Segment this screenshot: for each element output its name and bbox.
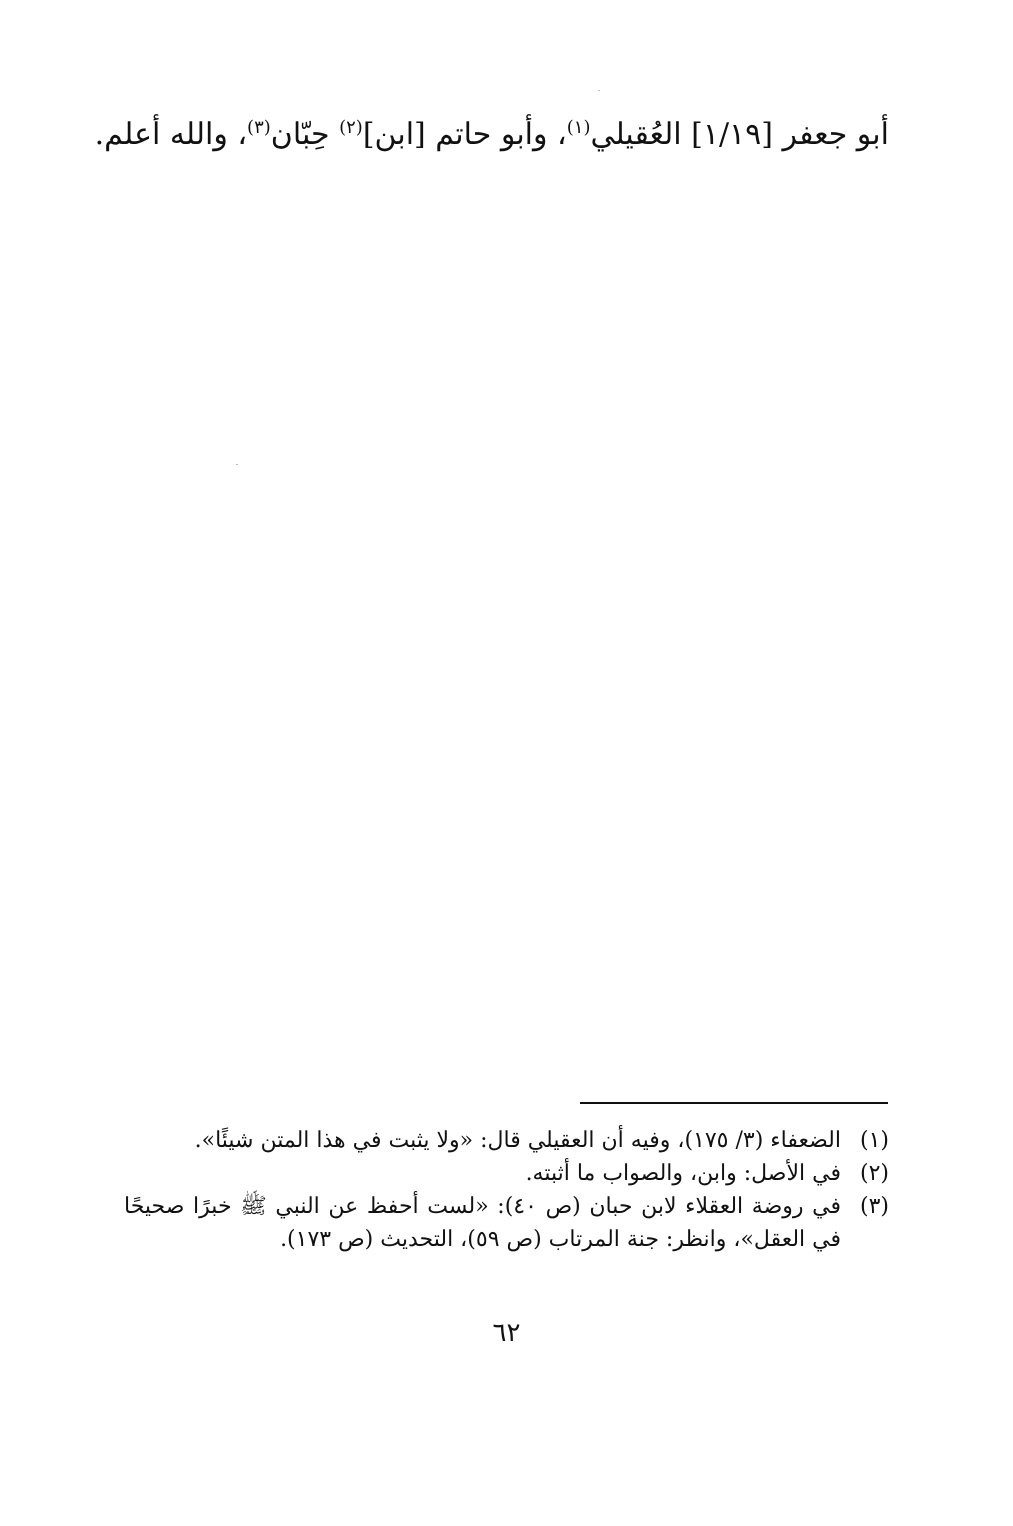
footnote-ref-2[interactable]: (٢): [339, 117, 363, 138]
footnote-number: (٣): [859, 1194, 889, 1219]
scan-speck: [236, 464, 238, 465]
footnote-ref-3[interactable]: (٣): [247, 117, 271, 138]
footnote-number: (٢): [859, 1161, 889, 1186]
footnote-text: في روضة العقلاء لابن حبان (ص ٤٠): «لست أحفظ عن النبي ﷺ خبرًا صحيحًا في العقل»، وانظر: جنة المرتاب (ص ٥٩)، التحديث (ص ١٧٣).: [124, 1194, 841, 1252]
main-text-segment: ، وأبو حاتم [ابن]: [362, 117, 567, 152]
footnote-text: في الأصل: وابن، والصواب ما أثبته.: [525, 1161, 841, 1186]
footnote-item: [124, 1124, 889, 1157]
footnote-text: الضعفاء (٣/ ١٧٥)، وفيه أن العقيلي قال: «ولا يثبت في هذا المتن شيئًا».: [194, 1128, 841, 1153]
main-text-segment: ، والله أعلم.: [94, 117, 248, 152]
main-text-segment: حِبّان: [270, 117, 340, 152]
main-text-segment: أبو جعفر [١/١٩] العُقيلي: [590, 117, 889, 152]
main-paragraph: [94, 110, 889, 160]
scan-speck: [598, 90, 600, 91]
footnote-number: (١): [859, 1128, 889, 1153]
footnote-item: [124, 1157, 889, 1190]
footnote-item: [124, 1190, 889, 1256]
footnote-separator: [580, 1102, 888, 1104]
page-number: ٦٢: [492, 1318, 521, 1348]
footnote-ref-1[interactable]: (١): [566, 117, 591, 138]
footnotes-section: [124, 1124, 889, 1256]
